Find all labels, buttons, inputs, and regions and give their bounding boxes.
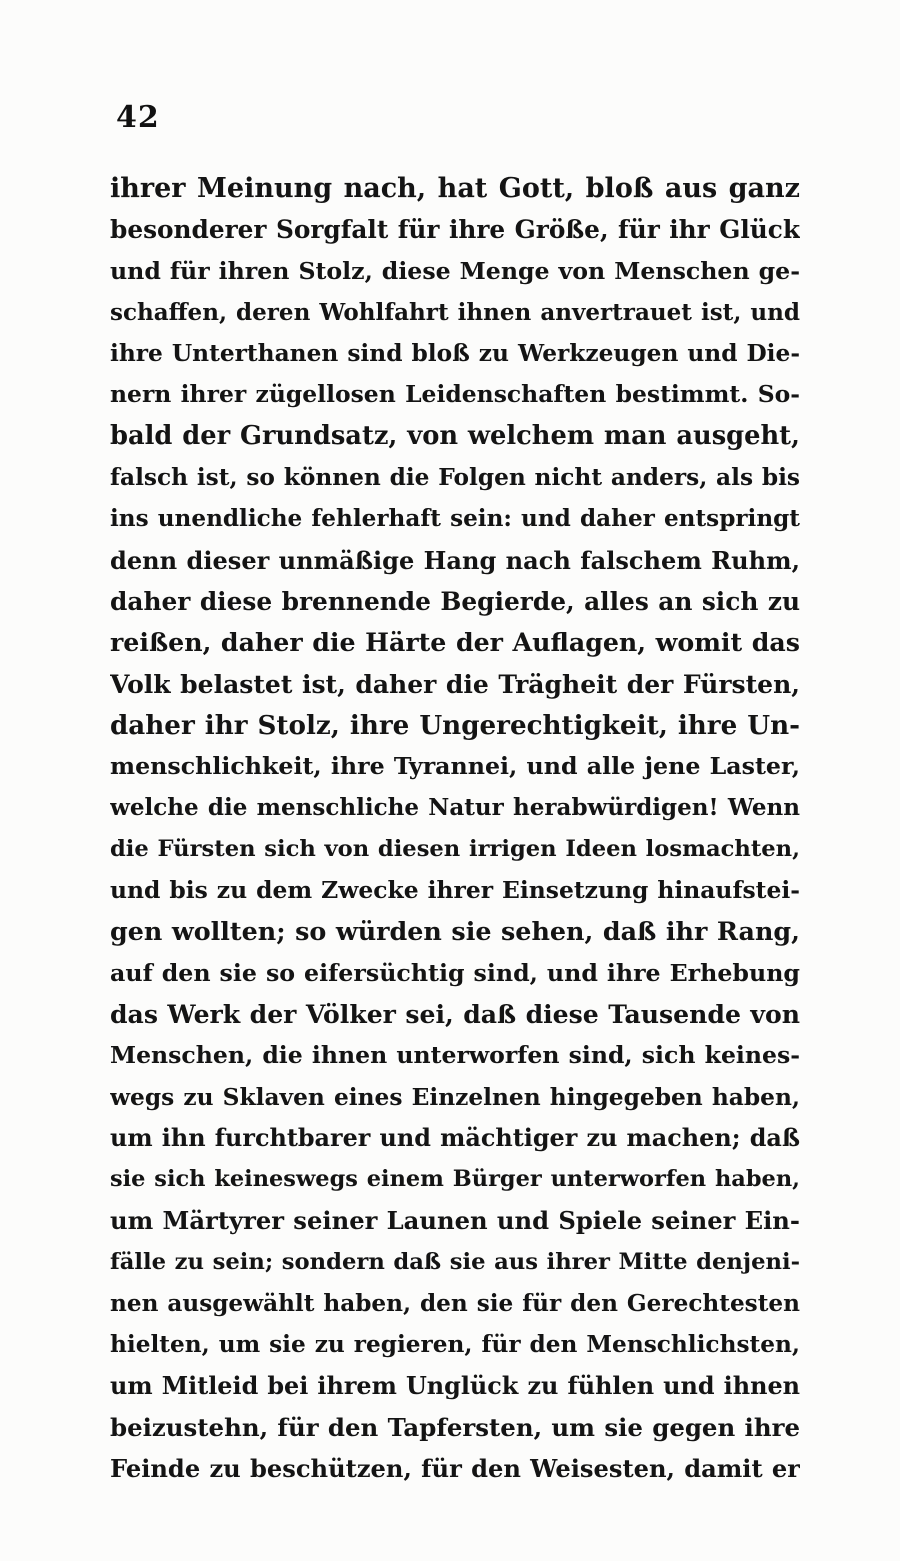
text-line: um Märtyrer seiner Launen und Spiele seiner Ein- (110, 1206, 800, 1236)
text-line: daher ihr Stolz, ihre Ungerechtigkeit, ihre Un- (110, 709, 800, 741)
body-text (110, 168, 800, 1490)
text-line: und für ihren Stolz, diese Menge von Menschen ge- (110, 256, 800, 285)
text-line: welche die menschliche Natur herabwürdigen! Wenn (110, 794, 800, 822)
text-line: ihrer Meinung nach, hat Gott, bloß aus ganz (110, 173, 800, 204)
page-number: 42 (116, 100, 160, 135)
text-line: um Mitleid bei ihrem Unglück zu fühlen und ihnen (110, 1371, 800, 1400)
text-line: daher diese brennende Begierde, alles an sich zu (110, 586, 800, 616)
text-line: ins unendliche fehlerhaft sein: und daher entspringt (110, 505, 800, 533)
text-line: beizustehn, für den Tapfersten, um sie gegen ihre (110, 1412, 800, 1442)
text-line: menschlichkeit, ihre Tyrannei, und alle jene Laster, (110, 752, 800, 781)
text-line: gen wollten; so würden sie sehen, daß ihr Rang, (110, 916, 800, 947)
text-line: bald der Grundsatz, von welchem man ausgeht, (110, 420, 800, 451)
text-line: nern ihrer zügellosen Leidenschaften bestimmt. So- (110, 380, 800, 409)
text-line: das Werk der Völker sei, daß diese Tausende von (110, 998, 800, 1029)
text-line: nen ausgewählt haben, den sie für den Gerechtesten (110, 1290, 800, 1318)
text-line: ihre Unterthanen sind bloß zu Werkzeugen und Die- (110, 340, 800, 368)
text-line: Feinde zu beschützen, für den Weisesten, damit er (110, 1454, 800, 1484)
text-line: Menschen, die ihnen unterworfen sind, sich keines- (110, 1041, 800, 1070)
text-line: und bis zu dem Zwecke ihrer Einsetzung hinaufstei- (110, 876, 800, 905)
text-line: besonderer Sorgfalt für ihre Größe, für ihr Glück (110, 215, 800, 245)
text-line: Volk belastet ist, daher die Trägheit der Fürsten, (110, 668, 800, 699)
text-line: reißen, daher die Härte der Auflagen, womit das (110, 627, 800, 658)
text-line: fälle zu sein; sondern daß sie aus ihrer Mitte denjeni- (110, 1248, 800, 1275)
text-line: auf den sie so eifersüchtig sind, und ihre Erhebung (110, 958, 800, 987)
text-line: die Fürsten sich von diesen irrigen Ideen losmachten, (110, 835, 800, 862)
text-line: um ihn furchtbarer und mächtiger zu machen; daß (110, 1123, 800, 1152)
text-line: falsch ist, so können die Folgen nicht anders, als bis (110, 464, 800, 492)
text-line: denn dieser unmäßige Hang nach falschem Ruhm, (110, 545, 800, 575)
text-line: wegs zu Sklaven eines Einzelnen hingegeben haben, (110, 1083, 800, 1111)
text-line: sie sich keineswegs einem Bürger unterworfen haben, (110, 1166, 800, 1193)
text-line: schaffen, deren Wohlfahrt ihnen anvertrauet ist, und (110, 298, 800, 326)
text-line: hielten, um sie zu regieren, für den Menschlichsten, (110, 1331, 800, 1359)
